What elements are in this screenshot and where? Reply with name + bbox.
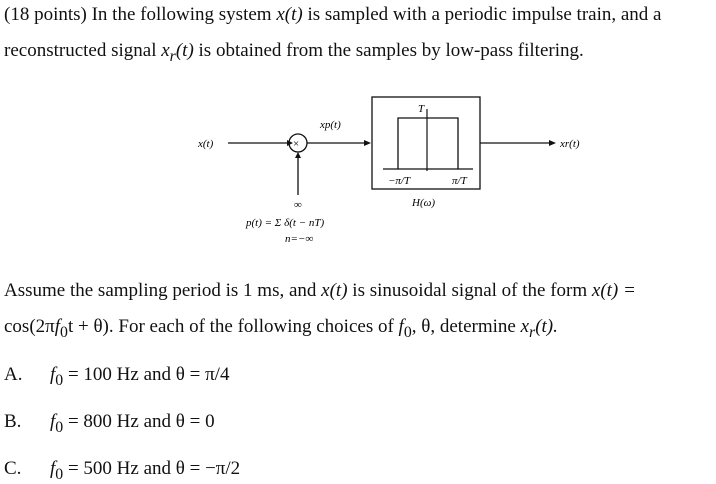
math-of-t: (t) bbox=[175, 40, 194, 61]
math-f: f bbox=[398, 316, 404, 337]
math-cos: cos(2π bbox=[4, 316, 55, 337]
body-text: is sinusoidal signal of the form bbox=[347, 280, 592, 301]
option-c bbox=[4, 458, 240, 484]
option-text: = 100 Hz and θ = π/4 bbox=[63, 364, 230, 385]
filter-gain-label: T bbox=[418, 103, 425, 115]
cutoff-positive-label: π/T bbox=[452, 175, 467, 187]
math-x-of-t: x(t) bbox=[321, 280, 348, 301]
input-label: x(t) bbox=[198, 138, 214, 150]
problem-body-line-1 bbox=[4, 280, 636, 302]
option-b bbox=[4, 411, 215, 437]
math-sub-0: 0 bbox=[403, 323, 412, 341]
output-arrowhead bbox=[549, 140, 556, 146]
problem-intro-line-1 bbox=[4, 4, 662, 26]
math-f: f bbox=[54, 316, 61, 337]
math-sub-0: 0 bbox=[60, 323, 68, 341]
option-key: A. bbox=[4, 364, 23, 385]
math-x-of-t-equals: x(t) = bbox=[591, 280, 636, 301]
body-text: , θ, determine bbox=[411, 316, 521, 337]
multiplier-symbol: × bbox=[293, 138, 300, 150]
body-text: Assume the sampling period is 1 ms, and bbox=[4, 280, 322, 301]
sum-lower-limit: n=−∞ bbox=[285, 233, 314, 245]
sampled-arrowhead bbox=[364, 140, 371, 146]
option-a bbox=[4, 364, 229, 390]
filter-label: H(ω) bbox=[412, 197, 436, 209]
math-f: f bbox=[50, 458, 56, 479]
option-key: B. bbox=[4, 411, 22, 432]
intro-text: (18 points) In the following system bbox=[4, 4, 277, 25]
sampling-system-diagram bbox=[190, 95, 600, 255]
math-x: x bbox=[520, 316, 530, 337]
impulse-train-arrowhead bbox=[295, 152, 301, 158]
math-sub-0: 0 bbox=[55, 418, 64, 436]
cutoff-negative-label: −π/T bbox=[388, 175, 411, 187]
intro-text: is sampled with a periodic impulse train, and a bbox=[302, 4, 662, 25]
math-x-of-t: x(t) bbox=[276, 4, 303, 25]
impulse-train-label: p(t) = Σ δ(t − nT) bbox=[246, 217, 325, 229]
intro-text: reconstructed signal bbox=[4, 40, 162, 61]
body-text: t + θ). For each of the following choices of bbox=[67, 316, 399, 337]
ideal-lowpass-response bbox=[398, 118, 458, 169]
option-text: = 800 Hz and θ = 0 bbox=[63, 411, 215, 432]
intro-text: is obtained from the samples by low-pass filtering. bbox=[193, 40, 584, 61]
sum-upper-limit: ∞ bbox=[294, 199, 302, 211]
math-x: x bbox=[161, 40, 170, 61]
math-f: f bbox=[50, 364, 56, 385]
math-sub-0: 0 bbox=[55, 371, 64, 389]
sampled-signal-label: xp(t) bbox=[320, 119, 341, 131]
option-text: = 500 Hz and θ = −π/2 bbox=[63, 458, 241, 479]
output-label: xr(t) bbox=[560, 138, 580, 150]
problem-body-line-2 bbox=[4, 316, 558, 342]
math-f: f bbox=[50, 411, 56, 432]
math-sub-r: r bbox=[169, 47, 176, 65]
problem-intro-line-2 bbox=[4, 40, 584, 66]
math-sub-r: r bbox=[529, 323, 536, 341]
math-sub-0: 0 bbox=[55, 465, 64, 483]
option-key: C. bbox=[4, 458, 22, 479]
math-of-t: (t). bbox=[535, 316, 558, 337]
